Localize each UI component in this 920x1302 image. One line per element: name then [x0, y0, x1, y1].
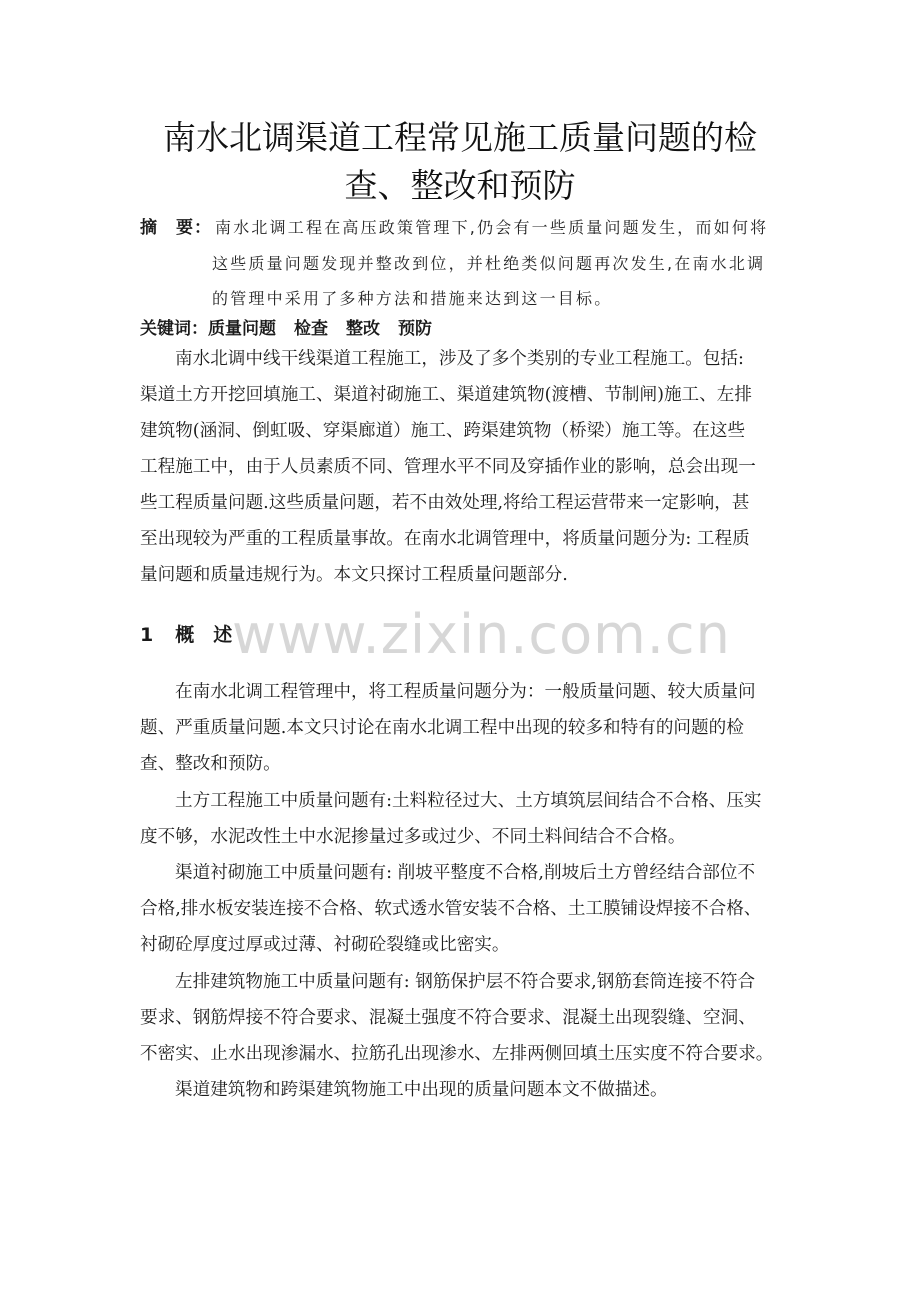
document-title-line-2: 查、整改和预防	[344, 166, 576, 205]
body-line: 渠道衬砌施工中质量问题有: 削坡平整度不合格,削坡后土方曾经结合部位不	[175, 863, 756, 883]
intro-line: 至出现较为严重的工程质量事故。在南水北调管理中，将质量问题分为: 工程质	[140, 529, 750, 549]
intro-line: 南水北调中线干线渠道工程施工，涉及了多个类别的专业工程施工。包括:	[175, 349, 744, 369]
section-heading	[140, 622, 232, 648]
body-line: 要求、钢筋焊接不符合要求、混凝土强度不符合要求、混凝土出现裂缝、空洞、	[140, 1008, 756, 1028]
keyword: 整改	[346, 319, 380, 339]
body-line: 左排建筑物施工中质量问题有: 钢筋保护层不符合要求,钢筋套筒连接不符合	[175, 972, 756, 992]
intro-line: 工程施工中，由于人员素质不同、管理水平不同及穿插作业的影响，总会出现一	[140, 457, 756, 477]
section-number: 1	[140, 624, 154, 646]
body-line: 在南水北调工程管理中，将工程质量问题分为：一般质量问题、较大质量问	[175, 682, 756, 702]
intro-line: 建筑物(涵洞、倒虹吸、穿渠廊道）施工、跨渠建筑物（桥梁）施工等。在这些	[140, 421, 746, 441]
body-line: 不密实、止水出现渗漏水、拉筋孔出现渗水、左排两侧回填土压实度不符合要求。	[140, 1044, 774, 1064]
body-line: 题、严重质量问题.本文只讨论在南水北调工程中出现的较多和特有的问题的检	[140, 718, 744, 738]
abstract-label: 摘 要：	[140, 218, 212, 238]
keyword: 预防	[398, 319, 432, 339]
keywords-line	[140, 317, 450, 341]
abstract-line: 这些质量问题发现并整改到位，并杜绝类似问题再次发生,在南水北调	[212, 254, 766, 273]
keywords-label: 关键词：	[140, 319, 208, 339]
abstract-line: 的管理中采用了多种方法和措施来达到这一目标。	[212, 289, 613, 308]
intro-line: 些工程质量问题.这些质量问题，若不由效处理,将给工程运营带来一定影响，甚	[140, 493, 750, 513]
section-title: 概 述	[175, 624, 233, 646]
keyword: 检查	[294, 319, 328, 339]
intro-line: 渠道土方开挖回填施工、渠道衬砌施工、渠道建筑物(渡槽、节制闸)施工、左排	[140, 385, 752, 405]
body-line: 渠道建筑物和跨渠建筑物施工中出现的质量问题本文不做描述。	[175, 1080, 668, 1100]
keyword: 质量问题	[208, 319, 276, 339]
watermark: www.zixin.com.cn	[232, 603, 731, 666]
abstract-line: 南水北调工程在高压政策管理下,仍会有一些质量问题发生，而如何将	[215, 218, 769, 237]
document-title-line-1: 南水北调渠道工程常见施工质量问题的检	[163, 118, 757, 157]
body-line: 度不够，水泥改性土中水泥掺量过多或过少、不同土料间结合不合格。	[140, 827, 686, 847]
body-line: 合格,排水板安装连接不合格、软式透水管安装不合格、土工膜铺设焊接不合格、	[140, 899, 762, 919]
body-line: 衬砌砼厚度过厚或过薄、衬砌砼裂缝或比密实。	[140, 935, 510, 955]
body-line: 查、整改和预防。	[140, 754, 281, 774]
body-line: 土方工程施工中质量问题有:土料粒径过大、土方填筑层间结合不合格、压实	[175, 791, 762, 811]
intro-line: 量问题和质量违规行为。本文只探讨工程质量问题部分.	[140, 565, 568, 585]
